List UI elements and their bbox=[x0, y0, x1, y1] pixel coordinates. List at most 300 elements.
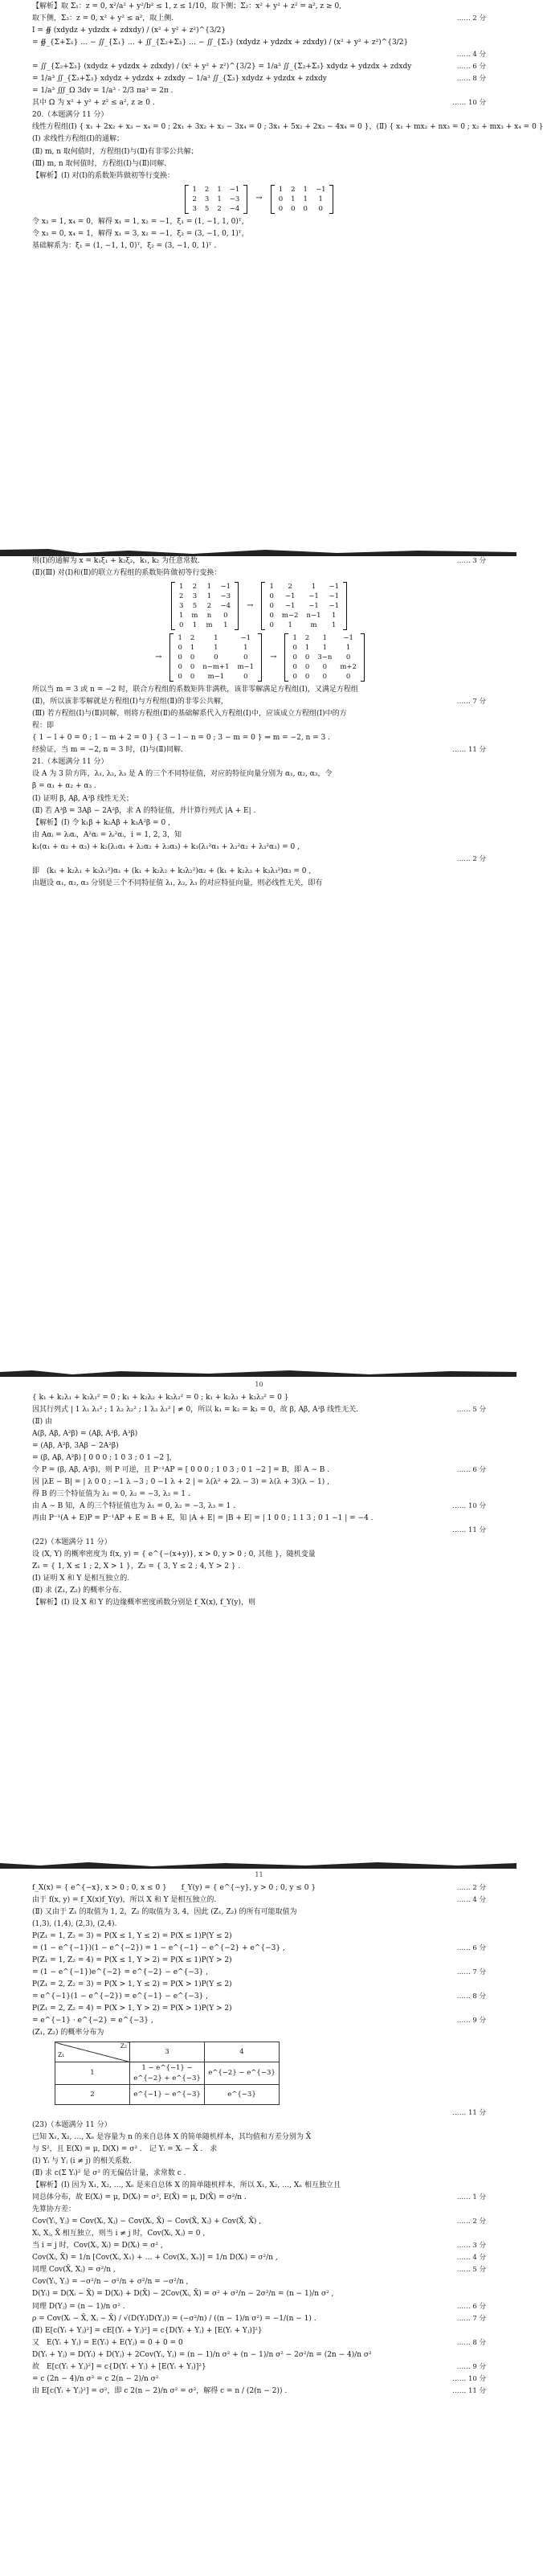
matrix-entry: 0 bbox=[278, 204, 284, 213]
score-mark: …… 9 分 bbox=[456, 2017, 486, 2025]
matrix-b bbox=[271, 185, 334, 214]
line-text: 令 P = (β, Aβ, A²β)，则 P 可逆，且 P⁻¹AP = [ 0 0 0 ; 1 0 3 ; 0 1 −2 ] = B，即 A ∼ B . bbox=[32, 1465, 330, 1474]
score-mark: …… 3 分 bbox=[456, 2242, 486, 2250]
line-text: D(Yᵢ) = D(Xᵢ − X̄) = D(Xᵢ) + D(X̄) − 2Cov(Xᵢ, X̄) = σ² + σ²/n − 2σ²/n = (n − 1)/n σ² , bbox=[32, 2290, 334, 2299]
line-text: 程：即 bbox=[32, 722, 55, 731]
matrix-entry: 1 bbox=[303, 195, 308, 203]
matrix-row bbox=[189, 185, 244, 195]
matrix-grid bbox=[175, 582, 235, 630]
matrix-entry: −1 bbox=[284, 602, 296, 611]
text-line bbox=[32, 217, 486, 227]
text-line bbox=[32, 26, 486, 36]
text-line bbox=[32, 229, 486, 240]
matrix-entry: n−m+1 bbox=[202, 663, 230, 672]
matrix-entry: 2 bbox=[288, 583, 292, 592]
matrix-entry: −1 bbox=[329, 602, 340, 611]
text-line bbox=[32, 2386, 486, 2397]
matrix-entry: 2 bbox=[192, 583, 198, 592]
matrix-entry: 1 bbox=[243, 644, 248, 653]
line-text: (Ⅲ) m, n 取何值时，方程组(Ⅰ)与(Ⅱ)同解. bbox=[32, 159, 167, 168]
matrix-entry: 0 bbox=[345, 673, 351, 682]
line-text: 所以当 m = 3 或 n = −2 时，联合方程组的系数矩阵非满秩，该非零解满足方程组(Ⅰ)，又满足方程组 bbox=[32, 686, 358, 694]
text-line bbox=[32, 769, 486, 780]
matrix-bracket-right bbox=[258, 633, 262, 682]
line-text: (Ⅱ) 又由于 Z₁ 的取值为 1, 2，Z₂ 的取值为 3, 4，因此 (Z₁, Z₂) 的所有可能取值为 bbox=[32, 1907, 297, 1916]
text-line bbox=[32, 697, 486, 707]
text-line bbox=[32, 1429, 486, 1440]
matrix-entry: n−1 bbox=[306, 612, 321, 620]
matrix-bracket-right bbox=[235, 582, 239, 630]
line-text: 因 |λE − B| = | λ 0 0 ; −1 λ −3 ; 0 −1 λ + 2 | = λ(λ² + 2λ − 3) = λ(λ + 3)(λ − 1) , bbox=[32, 1477, 329, 1486]
score-mark: …… 7 分 bbox=[456, 1968, 486, 1976]
text-line bbox=[32, 1453, 486, 1464]
matrix-grid bbox=[189, 185, 244, 214]
page-sheet-1 bbox=[0, 0, 543, 548]
matrix-entry: 1 bbox=[206, 583, 212, 592]
text-line bbox=[32, 2229, 486, 2239]
matrix-row bbox=[175, 592, 235, 601]
sheet3-lines bbox=[32, 1393, 486, 1609]
line-text: P(Z₁ = 2, Z₂ = 4) = P(X > 1, Y > 2) = P(X > 1)P(Y > 2) bbox=[32, 2005, 232, 2013]
line-text: = (Aβ, A²β, 3Aβ − 2A²β) bbox=[32, 1441, 119, 1450]
matrix-entry: 3 bbox=[178, 602, 184, 611]
score-mark: …… 3 分 bbox=[456, 557, 486, 565]
matrix-entry: −1 bbox=[343, 634, 353, 643]
matrix-entry: 0 bbox=[190, 673, 195, 682]
text-line bbox=[32, 2193, 486, 2203]
matrix-grid bbox=[265, 582, 343, 630]
line-text: (Ⅱ) 求 (Z₁, Z₂) 的概率分布. bbox=[32, 1587, 122, 1595]
line-text: = (β, Aβ, A²β) [ 0 0 0 ; 1 0 3 ; 0 1 −2 ]， bbox=[32, 1453, 177, 1462]
matrix-entry: −1 bbox=[284, 592, 296, 601]
line-text: 【解析】(Ⅰ) 设 X 和 Y 的边缘概率密度函数分别是 f_X(x), f_Y(y)，则 bbox=[32, 1599, 256, 1607]
text-line bbox=[32, 122, 543, 133]
score-mark: …… 11 分 bbox=[452, 1526, 486, 1535]
matrix-entry: −3 bbox=[220, 592, 231, 601]
matrix-row bbox=[275, 195, 330, 204]
score-mark: …… 2 分 bbox=[456, 14, 486, 23]
page-number: 11 bbox=[255, 1871, 263, 1878]
text-line bbox=[32, 685, 486, 695]
matrix-grid bbox=[275, 185, 330, 214]
line-text: 即 (k₁ + k₂λ₁ + k₃λ₁²)α₁ + (k₁ + k₂λ₂ + k₃λ₂²)α₂ + (k₁ + k₂λ₃ + k₃λ₃²)α₃ = 0 , bbox=[32, 866, 312, 875]
score-mark: …… 9 分 bbox=[456, 2362, 486, 2371]
text-line bbox=[32, 2217, 486, 2227]
matrix-entry: 0 bbox=[322, 663, 328, 672]
line-text: (1,3), (1,4), (2,3), (2,4). bbox=[32, 1919, 117, 1928]
text-line bbox=[32, 830, 486, 841]
table-cell: 1 − e^{−1} − e^{−2} + e^{−3} bbox=[130, 2062, 205, 2085]
page-tear-divider bbox=[0, 1369, 516, 1377]
line-text: 先算协方差： bbox=[32, 2205, 76, 2214]
line-text: ρ = Cov(Xᵢ − X̄, Xⱼ − X̄) / √(D(Yᵢ)D(Yⱼ)) = (−σ²/n) / ((n − 1)/n σ²) = −1/(n − 1) . bbox=[32, 2314, 316, 2323]
text-line bbox=[32, 1405, 486, 1415]
matrix-entry: 0 bbox=[304, 653, 310, 662]
matrix-entry: 0 bbox=[243, 673, 248, 682]
text-line bbox=[32, 159, 486, 170]
line-text: f_X(x) = { e^{−x}, x > 0 ; 0, x ≤ 0 } f_Y(y) = { e^{−y}, y > 0 ; 0, y ≤ 0 } bbox=[32, 1883, 316, 1892]
table-col-header: 3 bbox=[130, 2042, 205, 2062]
score-mark: …… 8 分 bbox=[456, 75, 486, 84]
matrix-entry: 1 bbox=[278, 185, 284, 194]
matrix-entry: 1 bbox=[318, 195, 323, 203]
line-text: (Ⅱ) 若 A³β = 3Aβ − 2A²β，求 A 的特征值，并计算行列式 |A + E| . bbox=[32, 806, 256, 815]
text-line bbox=[32, 2, 486, 12]
matrix-entry: m+2 bbox=[340, 663, 357, 672]
line-text: 设 (X, Y) 的概率密度为 f(x, y) = { e^{−(x+y)}, x > 0, y > 0 ; 0, 其他 }，随机变量 bbox=[32, 1550, 316, 1559]
text-line bbox=[32, 866, 486, 877]
sheet1-lines2 bbox=[32, 217, 486, 252]
matrix-entry: 1 bbox=[304, 644, 310, 653]
text-line bbox=[32, 2289, 486, 2300]
text-line bbox=[32, 2314, 486, 2324]
matrix-entry: 1 bbox=[178, 583, 184, 592]
matrix-row bbox=[265, 582, 343, 592]
line-text: P(Z₁ = 2, Z₂ = 3) = P(X > 1, Y ≤ 2) = P(X > 1)P(Y ≤ 2) bbox=[32, 1980, 232, 1988]
matrix-entry: 1 bbox=[311, 583, 316, 592]
line-text: 同理 D(Yⱼ) = (n − 1)/n σ² . bbox=[32, 2302, 125, 2311]
text-line bbox=[32, 2205, 486, 2215]
matrix-entry: 1 bbox=[332, 621, 337, 630]
matrix-entry: 0 bbox=[190, 663, 195, 672]
matrix-entry: 1 bbox=[217, 195, 222, 203]
matrix-entry: 1 bbox=[223, 621, 228, 630]
text-line bbox=[32, 50, 486, 60]
matrix-row bbox=[175, 601, 235, 611]
score-mark: …… 10 分 bbox=[452, 2374, 486, 2383]
text-line bbox=[32, 1441, 486, 1452]
line-text: 由题设 α₁, α₂, α₃ 分别是三个不同特征值 λ₁, λ₂, λ₃ 的对应特征向量，则必线性无关，即有 bbox=[32, 878, 323, 887]
line-text: 当 i = j 时，Cov(Xᵢ, Xᵢ) = D(Xᵢ) = σ² , bbox=[32, 2242, 163, 2250]
line-text: { 1 − l + 0 = 0 ; 1 − m + 2 = 0 } { 3 − l − n = 0 ; 3 − m = 0 } ⇒ m = −2, n = 3 . bbox=[32, 734, 331, 743]
text-line bbox=[32, 62, 486, 72]
matrix-row bbox=[265, 620, 343, 630]
line-text: 令 x₃ = 0, x₄ = 1，解得 x₁ = 3, x₂ = −1，ξ₂ = (3, −1, 0, 1)ᵀ， bbox=[32, 229, 249, 238]
text-line bbox=[32, 1526, 486, 1536]
score-mark: …… 8 分 bbox=[456, 1992, 486, 2001]
matrix-row bbox=[174, 672, 258, 682]
matrix-entry: −1 bbox=[240, 634, 251, 643]
matrix-bracket-right bbox=[243, 185, 247, 214]
text-line bbox=[32, 2362, 486, 2373]
table-row bbox=[55, 2084, 280, 2104]
text-line bbox=[32, 2108, 486, 2119]
text-line bbox=[32, 2277, 486, 2287]
line-text: (Ⅲ) 若方程组(Ⅰ)与(Ⅱ)同解，则将方程组(Ⅱ)的基础解系代入方程组(Ⅰ)中，应该成立方程组(Ⅰ)中的方 bbox=[32, 710, 347, 719]
matrix-row bbox=[174, 643, 258, 653]
line-text: = 1/a³ ∬_{Σ₂+Σ₃} xdydz + ydzdx + zdxdy − 1/a³ ∬_{Σ₃} xdydz + ydzdx + zdxdy bbox=[32, 75, 327, 84]
matrix-entry: −1 bbox=[308, 602, 319, 611]
matrix-entry: m−1 bbox=[207, 673, 225, 682]
matrix-row bbox=[275, 185, 330, 195]
text-line bbox=[32, 110, 486, 121]
text-line bbox=[32, 1477, 486, 1488]
text-line bbox=[32, 1992, 486, 2002]
score-mark: …… 5 分 bbox=[456, 1405, 486, 1414]
matrix-bracket-right bbox=[361, 633, 365, 682]
text-line bbox=[32, 733, 486, 743]
matrix-entry: 0 bbox=[318, 204, 323, 213]
line-text: (23)（本题满分 11 分） bbox=[32, 2120, 112, 2129]
line-text: 故 E[c(Yᵢ + Yⱼ)²] = c{D(Yᵢ + Yⱼ) + [E(Yᵢ + Yⱼ)]²} bbox=[32, 2362, 206, 2371]
text-line bbox=[32, 2241, 486, 2251]
line-text: Cov(Xᵢ, X̄) = 1/n [Cov(Xᵢ, X₁) + … + Cov(Xᵢ, Xₙ)] = 1/n D(Xᵢ) = σ²/n , bbox=[32, 2254, 278, 2263]
matrix-entry: 1 bbox=[332, 612, 337, 620]
text-line bbox=[32, 709, 486, 719]
matrix-entry: −1 bbox=[315, 185, 326, 194]
matrix-row bbox=[288, 643, 360, 653]
matrix-row bbox=[175, 582, 235, 592]
score-mark: …… 8 分 bbox=[456, 2338, 486, 2347]
text-line bbox=[32, 1980, 486, 1990]
matrix-entry: 0 bbox=[269, 612, 274, 620]
matrix-entry: 1 bbox=[217, 185, 222, 194]
matrix-row bbox=[174, 662, 258, 672]
text-line bbox=[32, 781, 486, 792]
text-line bbox=[32, 2181, 486, 2191]
matrix-row bbox=[265, 601, 343, 611]
matrix-entry: 5 bbox=[204, 204, 210, 213]
score-mark: …… 11 分 bbox=[452, 2386, 486, 2395]
table-row bbox=[55, 2062, 280, 2085]
row-reduction-matrix-3 bbox=[32, 633, 486, 682]
score-mark: …… 6 分 bbox=[456, 1943, 486, 1952]
table-row-header: 2 bbox=[55, 2084, 130, 2104]
matrix-row bbox=[288, 653, 360, 662]
line-text: 由 Aαᵢ = λᵢαᵢ，A²αᵢ = λᵢ²αᵢ，i = 1, 2, 3，知 bbox=[32, 830, 182, 839]
text-line bbox=[32, 2132, 486, 2143]
line-text: = (1 − e^{−1})(1 − e^{−2}) = 1 − e^{−1} − e^{−2} + e^{−3} , bbox=[32, 1943, 285, 1952]
matrix-entry: −1 bbox=[329, 592, 340, 601]
text-line bbox=[32, 147, 486, 158]
text-line bbox=[32, 556, 486, 567]
score-mark: …… 2 分 bbox=[456, 854, 486, 863]
text-line bbox=[32, 806, 486, 817]
line-text: 【解析】(Ⅰ) 因为 X₁, X₂, …, Xₙ 是来自总体 X 的简单随机样本，所以 X₁, X₂, …, Xₙ 相互独立且 bbox=[32, 2181, 341, 2190]
page-sheet-2 bbox=[0, 555, 516, 1366]
row-reduction-matrix-1 bbox=[32, 185, 486, 214]
matrix-entry: 2 bbox=[304, 634, 310, 643]
matrix-entry: −1 bbox=[229, 185, 240, 194]
text-line bbox=[32, 1513, 486, 1524]
text-line bbox=[32, 74, 486, 84]
text-line bbox=[32, 241, 486, 252]
line-text: 【解析】(Ⅰ) 对(Ⅰ)的系数矩阵做初等行变换： bbox=[32, 171, 175, 180]
matrix-entry: 0 bbox=[269, 602, 274, 611]
matrix-a bbox=[185, 185, 248, 214]
text-line bbox=[32, 2028, 486, 2038]
line-text: (Ⅱ) 由 bbox=[32, 1417, 53, 1426]
matrix-entry: −1 bbox=[329, 583, 340, 592]
matrix-entry: 0 bbox=[214, 653, 218, 662]
line-text: 则(Ⅰ)的通解为 x = k₁ξ₁ + k₂ξ₂，k₁, k₂ 为任意常数. bbox=[32, 557, 200, 565]
line-text: 设 A 为 3 阶方阵，λ₁, λ₂, λ₃ 是 A 的三个不同特征值，对应的特征向量分别为 α₁, α₂, α₃，令 bbox=[32, 770, 333, 779]
line-text: (Ⅰ) Yᵢ 与 Yⱼ (i ≠ j) 的相关系数. bbox=[32, 2156, 132, 2165]
line-text: 已知 X₁, X₂, …, Xₙ 是容量为 n 的来自总体 X 的简单随机样本，其均值和方差分别为 X̄ bbox=[32, 2132, 312, 2141]
matrix-entry: 0 bbox=[178, 621, 184, 630]
text-line bbox=[32, 854, 486, 865]
arrow-icon: → bbox=[247, 600, 254, 610]
line-text: 得 B 的三个特征值为 λ₁ = 0, λ₂ = −3, λ₃ = 1 . bbox=[32, 1489, 190, 1498]
text-line bbox=[32, 842, 486, 853]
matrix-entry: 0 bbox=[278, 195, 284, 203]
line-text: 经验证，当 m = −2, n = 3 时，(Ⅰ)与(Ⅱ)同解. bbox=[32, 746, 183, 755]
text-line bbox=[32, 1883, 486, 1894]
text-line bbox=[32, 2350, 486, 2361]
line-text: 由 A ∼ B 知，A 的三个特征值也为 λ₁ = 0, λ₂ = −3, λ₃ = 1 . bbox=[32, 1502, 235, 1511]
sheet2-lines bbox=[32, 556, 486, 579]
matrix-entry: 0 bbox=[292, 653, 297, 662]
line-text: A(β, Aβ, A²β) = (Aβ, A²β, A³β) bbox=[32, 1429, 138, 1438]
matrix-entry: 1 bbox=[214, 644, 218, 653]
line-text: 基础解系为：ξ₁ = (1, −1, 1, 0)ᵀ，ξ₂ = (3, −1, 0, 1)ᵀ . bbox=[32, 241, 217, 250]
line-text: 同总体分布，故 E(Xᵢ) = μ, D(Xᵢ) = σ², E(X̄) = μ, D(X̄) = σ²/n . bbox=[32, 2193, 247, 2202]
matrix-row bbox=[174, 633, 258, 643]
matrix-entry: 1 bbox=[292, 634, 297, 643]
score-mark: …… 11 分 bbox=[452, 2108, 486, 2117]
matrix-grid bbox=[288, 633, 360, 682]
text-line bbox=[32, 2374, 486, 2385]
matrix-entry: 0 bbox=[178, 653, 182, 662]
matrix-entry: 1 bbox=[178, 612, 184, 620]
matrix-d bbox=[261, 582, 347, 630]
text-line bbox=[32, 1417, 486, 1427]
text-line bbox=[32, 2338, 486, 2349]
text-line bbox=[32, 134, 486, 145]
matrix-entry: 0 bbox=[303, 204, 308, 213]
matrix-entry: 0 bbox=[292, 673, 297, 682]
line-text: Xᵢ, Xⱼ, X̄ 相互独立，则当 i ≠ j 时，Cov(Xᵢ, Xⱼ) = 0 , bbox=[32, 2230, 206, 2238]
text-line bbox=[32, 38, 486, 48]
matrix-entry: 1 bbox=[214, 634, 218, 643]
line-text: 因其行列式 | 1 λ₁ λ₁² ; 1 λ₂ λ₂² ; 1 λ₃ λ₃² | ≠ 0，所以 k₁ = k₂ = k₃ = 0，故 β, Aβ, A²β 线性无关. bbox=[32, 1405, 358, 1414]
text-line bbox=[32, 2302, 486, 2312]
sheet1-lines bbox=[32, 2, 543, 182]
score-mark: …… 4 分 bbox=[456, 1895, 486, 1904]
page-sheet-4 bbox=[0, 1869, 516, 2576]
text-line bbox=[32, 2253, 486, 2263]
matrix-entry: 0 bbox=[322, 673, 328, 682]
matrix-entry: 0 bbox=[223, 612, 228, 620]
score-mark: …… 6 分 bbox=[456, 1465, 486, 1474]
text-line bbox=[32, 1489, 486, 1500]
score-mark: …… 11 分 bbox=[452, 746, 486, 755]
matrix-c bbox=[171, 582, 239, 630]
text-line bbox=[32, 171, 486, 182]
matrix-entry: 0 bbox=[178, 644, 182, 653]
text-line bbox=[32, 745, 486, 756]
text-line bbox=[32, 1931, 486, 1942]
text-line bbox=[32, 2265, 486, 2275]
matrix-entry: 1 bbox=[206, 592, 212, 601]
line-text: Z₁ = { 1, X ≤ 1 ; 2, X > 1 }，Z₂ = { 3, Y ≤ 2 ; 4, Y > 2 } . bbox=[32, 1562, 241, 1571]
text-line bbox=[32, 14, 486, 24]
matrix-entry: 2 bbox=[190, 634, 195, 643]
matrix-entry: 1 bbox=[322, 644, 328, 653]
line-text: 与 S²，且 E(X) = μ, D(X) = σ² . 记 Yᵢ = Xᵢ − X̄ . 求 bbox=[32, 2144, 218, 2153]
matrix-entry: m−1 bbox=[237, 663, 255, 672]
score-mark: …… 7 分 bbox=[456, 698, 486, 706]
matrix-row bbox=[189, 204, 244, 214]
line-text: = (1 − e^{−1})e^{−2} = e^{−2} − e^{−3} , bbox=[32, 1968, 209, 1976]
matrix-entry: −4 bbox=[220, 602, 231, 611]
line-text: = ∬_{Σ₂+Σ₃} (xdydz + ydzdx + zdxdy) / (x² + y² + z²)^{3/2} = 1/a³ ∬_{Σ₂+Σ₃} xdydz + ydzdx + zdxdy bbox=[32, 63, 412, 72]
text-line bbox=[32, 2156, 486, 2167]
matrix-entry: 5 bbox=[192, 602, 198, 611]
line-text: (Ⅱ) 求 c(Σ Yᵢ)² 是 σ² 的无偏估计量，求常数 c . bbox=[32, 2169, 186, 2178]
line-text: = ∯_{Σ+Σ₁} … − ∬_{Σ₁} … + ∬_{Σ₂+Σ₃} … − ∬_{Σ₃} (xdydz + ydzdx + zdxdy) / (x² + y² + z²)^{3/2} bbox=[32, 39, 409, 47]
matrix-entry: 1 bbox=[192, 621, 198, 630]
text-line bbox=[32, 98, 486, 109]
table-header-row bbox=[55, 2042, 280, 2062]
line-text: = c (2n − 4)/n σ² = c 2(n − 2)/n σ² bbox=[32, 2374, 159, 2383]
matrix-row bbox=[288, 662, 360, 672]
matrix-entry: 3 bbox=[192, 592, 198, 601]
matrix-entry: 2 bbox=[178, 592, 184, 601]
score-mark: …… 4 分 bbox=[456, 2254, 486, 2263]
matrix-entry: 2 bbox=[206, 602, 212, 611]
matrix-row bbox=[265, 592, 343, 601]
table-col-header: 4 bbox=[205, 2042, 280, 2062]
z1-label: Z₁ bbox=[58, 2051, 65, 2059]
matrix-e bbox=[169, 633, 262, 682]
line-text: (22)（本题满分 11 分） bbox=[32, 1538, 112, 1547]
score-mark: …… 6 分 bbox=[456, 63, 486, 72]
sheet4-lines2 bbox=[32, 2108, 486, 2397]
matrix-entry: −4 bbox=[229, 204, 240, 213]
line-text: 线性方程组(Ⅰ) { x₁ + 2x₂ + x₃ − x₄ = 0 ; 2x₁ + 3x₂ + x₃ − 3x₄ = 0 ; 3x₁ + 5x₂ + 2x₃ − 4x₄ = 0 }，(Ⅱ) { x₁ + mx₂ + nx₃ = 0 ; x₂ + mx₃ + x₄ = 0 } bbox=[32, 123, 543, 132]
table-corner-cell bbox=[55, 2042, 130, 2062]
text-line bbox=[32, 1895, 486, 1906]
line-text: D(Yᵢ + Yⱼ) = D(Yᵢ) + D(Yⱼ) + 2Cov(Yᵢ, Yⱼ) = (n − 1)/n σ² + (n − 1)/n σ² − 2σ²/n = (2n − 4)/n σ² bbox=[32, 2350, 372, 2359]
text-line bbox=[32, 1393, 486, 1403]
matrix-entry: 2 bbox=[192, 195, 197, 203]
text-line bbox=[32, 86, 486, 96]
line-text: 【解析】取 Σ₁：z = 0, x²/a² + y²/b² ≤ 1, z ≤ 1/10，取下侧；Σ₂：x² + y² + z² = a², z ≥ 0, bbox=[32, 2, 342, 10]
sheet2-lines2 bbox=[32, 685, 486, 889]
matrix-entry: 0 bbox=[178, 673, 182, 682]
text-line bbox=[32, 1943, 486, 1954]
text-line bbox=[32, 2326, 486, 2336]
z2-label: Z₂ bbox=[120, 2042, 127, 2050]
score-mark: …… 2 分 bbox=[456, 1883, 486, 1892]
line-text: 由 E[c(Yᵢ + Yⱼ)²] = σ²，即 c 2(n − 2)/n σ² = σ²，解得 c = n / (2(n − 2)) . bbox=[32, 2386, 288, 2395]
text-line bbox=[32, 1586, 486, 1596]
score-mark: …… 10 分 bbox=[452, 1502, 486, 1511]
text-line bbox=[32, 2169, 486, 2179]
matrix-entry: 1 bbox=[269, 583, 274, 592]
table-cell: e^{−2} − e^{−3} bbox=[205, 2062, 280, 2085]
line-text: 同理 Cov(X̄, Xⱼ) = σ²/n , bbox=[32, 2266, 116, 2275]
matrix-entry: m bbox=[191, 612, 198, 620]
line-text: P(Z₁ = 1, Z₂ = 4) = P(X ≤ 1, Y > 2) = P(X ≤ 1)P(Y > 2) bbox=[32, 1956, 232, 1964]
matrix-entry: 2 bbox=[204, 185, 210, 194]
table-cell: e^{−1} − e^{−3} bbox=[130, 2084, 205, 2104]
text-line bbox=[32, 757, 486, 768]
score-mark: …… 5 分 bbox=[456, 2266, 486, 2275]
line-text: (Ⅱ) E[c(Yᵢ + Yⱼ)²] = cE[(Yᵢ + Yⱼ)²] = c{D(Yᵢ + Yⱼ) + [E(Yᵢ + Yⱼ)]²} bbox=[32, 2326, 263, 2335]
matrix-entry: 0 bbox=[292, 663, 297, 672]
page-tear-divider bbox=[0, 1861, 516, 1869]
text-line bbox=[32, 1550, 486, 1560]
sheet4-lines bbox=[32, 1883, 486, 2039]
line-text: (Ⅰ) 求线性方程组(Ⅰ)的通解； bbox=[32, 135, 125, 144]
text-line bbox=[32, 1562, 486, 1572]
line-text: 【解析】(Ⅰ) 令 k₁β + k₂Aβ + k₃A²β = 0 , bbox=[32, 818, 170, 827]
matrix-entry: 2 bbox=[217, 204, 222, 213]
line-text: (Ⅱ) m, n 取何值时，方程组(Ⅰ)与(Ⅱ)有非零公共解； bbox=[32, 147, 198, 156]
matrix-entry: 1 bbox=[178, 634, 182, 643]
